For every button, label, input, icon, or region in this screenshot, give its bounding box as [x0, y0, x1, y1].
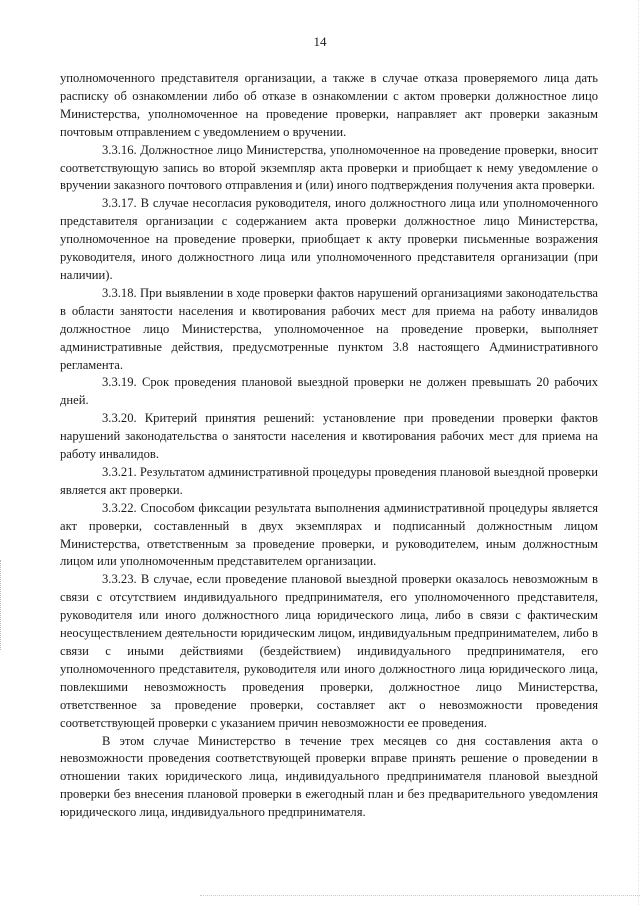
paragraph-3-3-19: 3.3.19. Срок проведения плановой выездной проверки не должен превышать 20 рабочих дней.	[60, 375, 598, 408]
paragraph-continuation: уполномоченного представителя организации, а также в случае отказа проверяемого лица дать расписку об ознакомлении либо об отказе в ознакомлении с актом проверки должностное лицо Министерства, уполномоченное на проведение проверки, направляет акт проверки заказным почтовым отправлением с уведомлением о вручении.	[60, 71, 598, 139]
scan-edge-mark	[0, 560, 3, 650]
page-number: 14	[313, 34, 327, 49]
document-body	[60, 70, 598, 822]
scan-bottom-rule	[200, 895, 640, 896]
paragraph-3-3-18: 3.3.18. При выявлении в ходе проверки фактов нарушений организациями законодательства в области занятости населения и квотирования рабочих мест для приема на работу инвалидов должностное лицо Министерства, уполномоченное на проведение проверки, выполняет административные действия, предусмотренные пунктом 3.8 настоящего Административного регламента.	[60, 285, 598, 372]
paragraph-3-3-16: 3.3.16. Должностное лицо Министерства, уполномоченное на проведение проверки, вносит соответствующую запись во второй экземпляр акта проверки и приобщает к нему уведомление о вручении заказного почтового отправления и (или) иного подтверждения получения акта проверки.	[60, 142, 598, 193]
paragraph-3-3-20: 3.3.20. Критерий принятия решений: установление при проведении проверки фактов нарушений законодательства о занятости населения и квотирования рабочих мест для приема на работу инвалидов.	[60, 411, 598, 462]
paragraph-3-3-23: 3.3.23. В случае, если проведение плановой выездной проверки оказалось невозможным в связи с отсутствием индивидуального предпринимателя, его уполномоченного представителя, руководителя или иного должностного лица юридического лица, либо в связи с фактическим неосуществлением деятельности юридическим лицом, индивидуальным предпринимателем, либо в связи с иными действиями (бездействием) индивидуального предпринимателя, его уполномоченного представителя, руководителя или иного должностного лица юридического лица, повлекшими невозможность проведения проверки, должностное лицо Министерства, ответственное за проведение проверки, составляет акт о невозможности проведения соответствующей проверки с указанием причин невозможности ее проведения.	[60, 572, 598, 730]
scan-right-rule	[638, 0, 639, 905]
paragraph-3-3-21: 3.3.21. Результатом административной процедуры проведения плановой выездной проверки является акт проверки.	[60, 464, 598, 497]
paragraph-3-3-17: 3.3.17. В случае несогласия руководителя, иного должностного лица или уполномоченного представителя организации с содержанием акта проверки должностное лицо Министерства, уполномоченное на проведение проверки, приобщает к акту проверки письменные возражения руководителя, иного должностного лица или уполномоченного представителя организации (при наличии).	[60, 196, 598, 282]
paragraph-3-3-23-continued: В этом случае Министерство в течение трех месяцев со дня составления акта о невозможности проведения соответствующей проверки вправе принять решение о проведении в отношении таких юридического лица, индивидуального предпринимателя плановой выездной проверки без внесения плановой проверки в ежегодный план и без предварительного уведомления юридического лица, индивидуального предпринимателя.	[60, 733, 598, 820]
paragraph-3-3-22: 3.3.22. Способом фиксации результата выполнения административной процедуры является акт проверки, составленный в двух экземплярах и подписанный должностным лицом Министерства, ответственным за проведение проверки, и руководителем, иным должностным лицом или уполномоченным представителем организации.	[60, 500, 598, 569]
